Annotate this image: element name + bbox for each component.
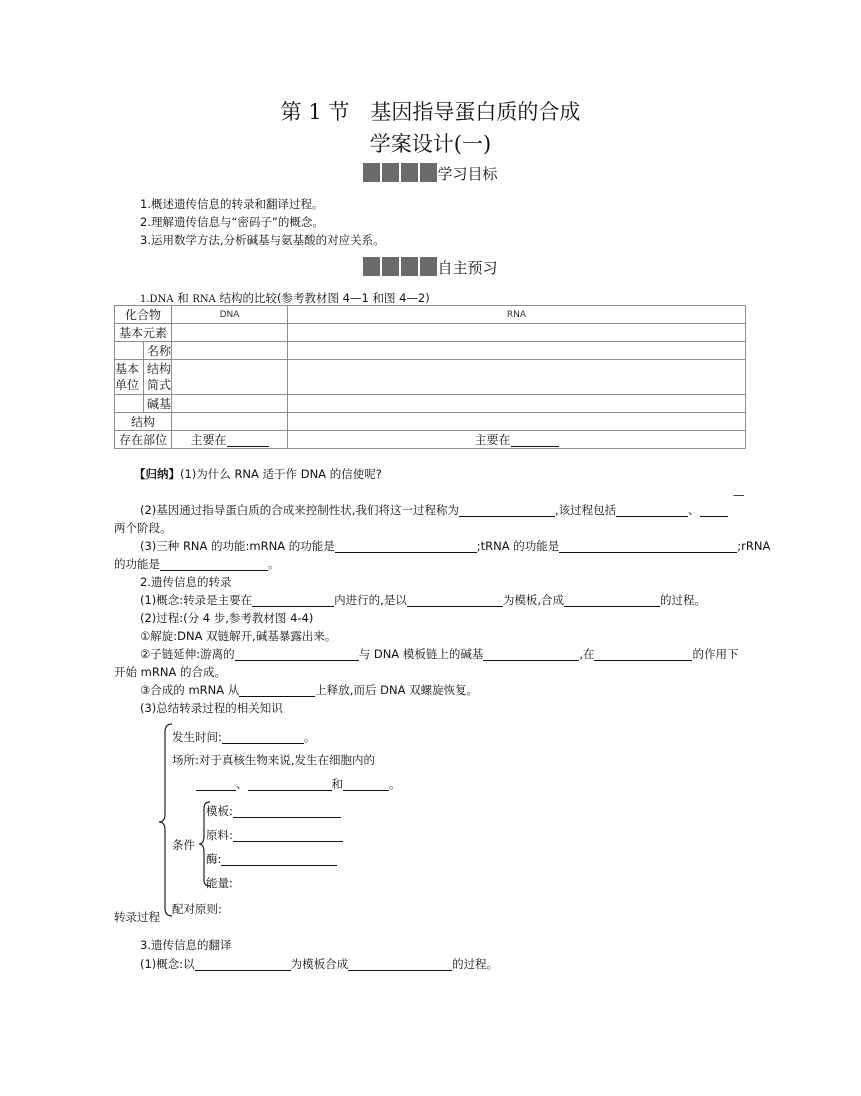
question-1: 1.DNA 和 RNA 结构的比较(参考教材图 4—1 和图 4—2) [140, 291, 430, 305]
summary-dash: — [733, 488, 745, 502]
goal-1: 1.概述遗传信息的转录和翻译过程。 [140, 197, 324, 211]
diagram-place: 场所:对于真核生物来说,发生在细胞内的 [172, 753, 376, 767]
diagram-place-blanks: 、 和 。 [196, 776, 401, 792]
answer-blank[interactable] [248, 777, 332, 791]
summary-q3-cont: 的功能是 。 [114, 557, 280, 571]
row-name-label: 名称 [115, 342, 172, 360]
header-compound: 化合物 [115, 306, 172, 324]
answer-blank[interactable] [616, 503, 688, 517]
section-goals-header [0, 163, 861, 184]
translation-concept: (1)概念:以 为模板合成 的过程。 [140, 957, 499, 971]
condition-enzyme: 酶: [206, 851, 337, 867]
section-preview-title: 自主预习 [437, 259, 498, 277]
goal-3: 3.运用数学方法,分析碱基与氨基酸的对应关系。 [140, 233, 385, 247]
answer-blank[interactable] [407, 593, 503, 607]
summary-q1: 【归纳】(1)为什么 RNA 适于作 DNA 的信使呢? [134, 467, 382, 481]
condition-energy: 能量: [206, 876, 233, 890]
row-structure-label: 结构 [115, 413, 172, 431]
row-unit-label: 基本 单位 结构 简式 [115, 360, 172, 395]
answer-blank[interactable] [343, 777, 389, 791]
row-base-label: 碱基 [115, 395, 172, 413]
cell-dna-formula[interactable] [172, 360, 288, 395]
transcription-step-2-cont: 开始 mRNA 的合成。 [114, 665, 226, 679]
transcription-heading: 2.遗传信息的转录 [140, 575, 232, 589]
answer-blank[interactable] [564, 593, 660, 607]
answer-blank[interactable] [233, 828, 343, 842]
section-preview-header [0, 257, 861, 278]
answer-blank[interactable] [239, 683, 315, 697]
answer-blank[interactable] [559, 539, 737, 553]
answer-blank[interactable] [222, 730, 304, 744]
answer-blank[interactable] [195, 957, 291, 971]
condition-template: 模板: [206, 803, 341, 819]
transcription-process: (2)过程:(分 4 步,参考教材图 4-4) [140, 611, 314, 625]
cell-rna-name[interactable] [288, 342, 746, 360]
section-bar-icon [363, 163, 437, 182]
header-rna: RNA [288, 306, 746, 324]
answer-blank[interactable] [252, 593, 334, 607]
answer-blank[interactable] [160, 557, 268, 571]
section-goals-title: 学习目标 [437, 165, 498, 183]
cell-rna-base[interactable] [288, 395, 746, 413]
transcription-step-1: ①解旋:DNA 双链解开,碱基暴露出来。 [140, 629, 337, 643]
answer-blank[interactable] [235, 647, 359, 661]
transcription-step-2: ②子链延伸:游离的 与 DNA 模板链上的碱基 ,在 的作用下 [140, 647, 739, 661]
transcription-step-3: ③合成的 mRNA 从 上释放,而后 DNA 双螺旋恢复。 [140, 683, 479, 697]
answer-blank[interactable] [483, 647, 579, 661]
summary-q2: (2)基因通过指导蛋白质的合成来控制性状,我们将这一过程称为 ,该过程包括 、 [140, 502, 728, 518]
cell-rna-formula[interactable] [288, 360, 746, 395]
summary-q2-cont: 两个阶段。 [114, 521, 172, 535]
cell-rna-location[interactable]: 主要在 [288, 431, 746, 449]
condition-material: 原料: [206, 827, 343, 843]
translation-heading: 3.遗传信息的翻译 [140, 938, 232, 952]
answer-blank[interactable] [335, 539, 477, 553]
answer-blank[interactable] [459, 503, 555, 517]
outer-brace-icon [159, 724, 172, 916]
comparison-table [114, 305, 746, 449]
answer-blank[interactable] [233, 804, 341, 818]
page-subtitle: 学案设计(一) [369, 132, 492, 156]
answer-blank[interactable] [348, 957, 452, 971]
row-location-label: 存在部位 [115, 431, 172, 449]
transcription-summary: (3)总结转录过程的相关知识 [140, 701, 283, 715]
cell-dna-name[interactable] [172, 342, 288, 360]
answer-blank[interactable] [594, 647, 692, 661]
answer-blank[interactable] [700, 503, 728, 517]
cell-rna-elements[interactable] [288, 324, 746, 342]
page-title: 第 1 节 基因指导蛋白质的合成 [280, 100, 581, 124]
diagram-root: 转录过程 [114, 910, 160, 924]
section-bar-icon [363, 257, 437, 276]
cell-rna-structure[interactable] [288, 413, 746, 431]
answer-blank[interactable] [221, 852, 337, 866]
summary-q3: (3)三种 RNA 的功能:mRNA 的功能是 ;tRNA 的功能是 ;rRNA [140, 539, 771, 553]
header-dna: DNA [172, 306, 288, 324]
diagram-pairing: 配对原则: [172, 902, 222, 916]
cell-dna-location[interactable]: 主要在 [172, 431, 288, 449]
row-elements-label: 基本元素 [115, 324, 172, 342]
goal-2: 2.理解遗传信息与“密码子”的概念。 [140, 215, 324, 229]
cell-dna-structure[interactable] [172, 413, 288, 431]
answer-blank[interactable] [196, 777, 236, 791]
diagram-time: 发生时间: 。 [172, 730, 316, 744]
diagram-conditions: 条件 [172, 838, 195, 852]
transcription-concept: (1)概念:转录是主要在 内进行的,是以 为模板,合成 的过程。 [140, 593, 706, 607]
cell-dna-base[interactable] [172, 395, 288, 413]
cell-dna-elements[interactable] [172, 324, 288, 342]
